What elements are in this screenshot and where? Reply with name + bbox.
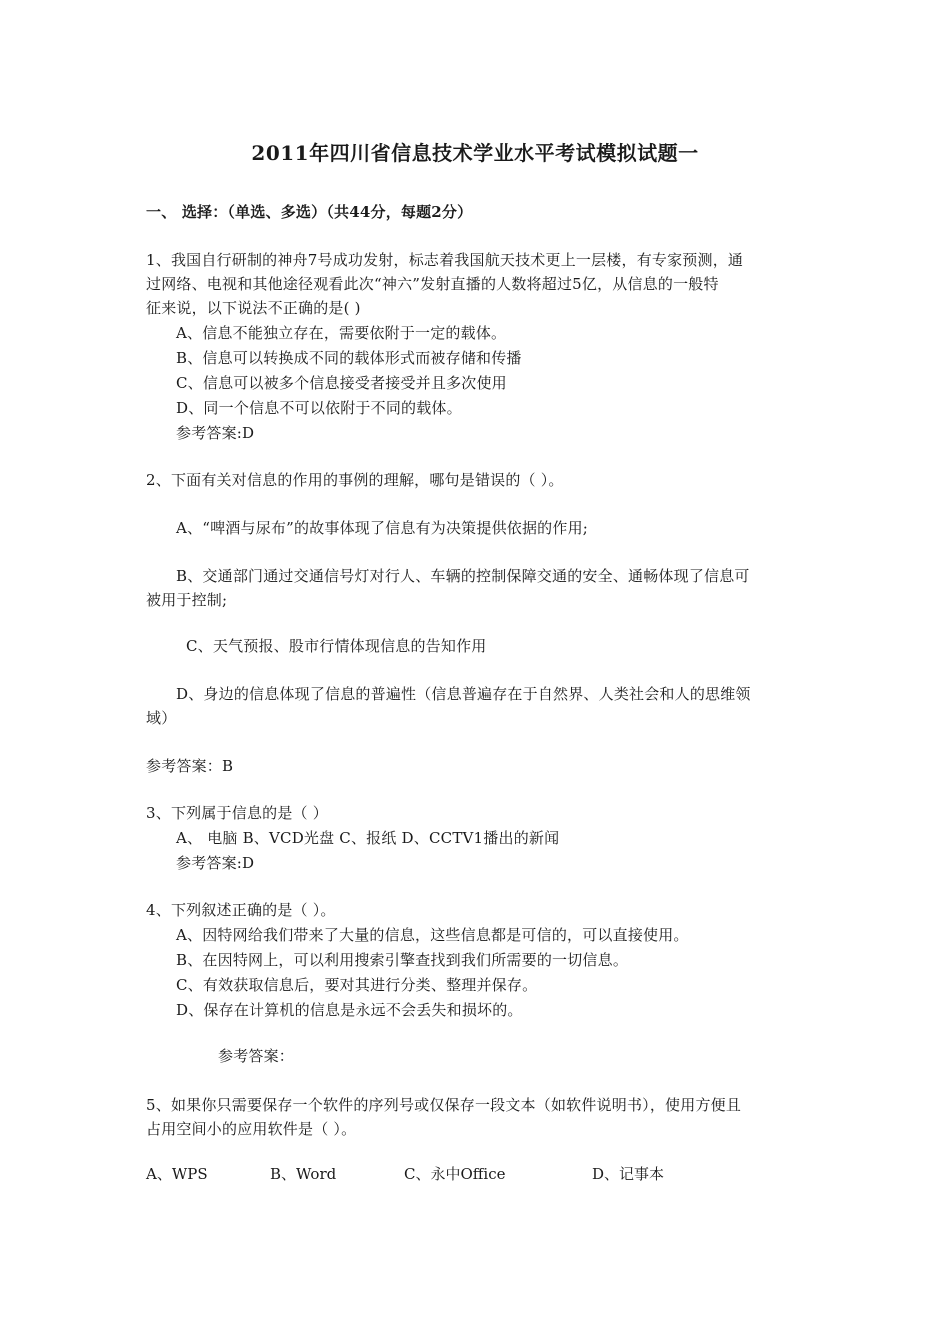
q5-option-b: B、Word	[270, 1165, 337, 1183]
q3-answer: 参考答案:D	[176, 854, 255, 872]
q2-answer: 参考答案：B	[146, 757, 234, 775]
q5-option-a: A、WPS	[146, 1165, 208, 1183]
q1-option-c: C、信息可以被多个信息接受者接受并且多次使用	[176, 374, 507, 392]
q5-option-d: D、记事本	[592, 1165, 665, 1183]
q1-stem-line-1: 1、我国自行研制的神舟7号成功发射，标志着我国航天技术更上一层楼，有专家预测，通	[146, 251, 744, 269]
q2-option-b-line-1: B、交通部门通过交通信号灯对行人、车辆的控制保障交通的安全、通畅体现了信息可	[176, 567, 750, 585]
q4-option-c: C、有效获取信息后，要对其进行分类、整理并保存。	[176, 976, 538, 994]
q1-option-d: D、同一个信息不可以依附于不同的载体。	[176, 399, 462, 417]
q4-answer: 参考答案：	[218, 1047, 295, 1065]
section-heading: 一、 选择：（单选、多选）（共44分，每题2分）	[146, 203, 473, 221]
q2-stem: 2、下面有关对信息的作用的事例的理解，哪句是错误的（ ）。	[146, 471, 564, 489]
q5-stem-line-1: 5、如果你只需要保存一个软件的序列号或仅保存一段文本（如软件说明书），使用方便且	[146, 1096, 742, 1114]
q5-stem-line-2: 占用空间小的应用软件是（ ）。	[146, 1120, 357, 1138]
q2-option-c: C、天气预报、股市行情体现信息的告知作用	[186, 637, 487, 655]
q4-option-d: D、保存在计算机的信息是永远不会丢失和损坏的。	[176, 1001, 523, 1019]
q3-stem: 3、下列属于信息的是（ ）	[146, 804, 328, 822]
q2-option-d-line-2: 域）	[146, 709, 177, 727]
q1-stem-line-2: 过网络、电视和其他途径观看此次“神六”发射直播的人数将超过5亿，从信息的一般特	[146, 275, 719, 293]
q1-answer: 参考答案:D	[176, 424, 255, 442]
q4-stem: 4、下列叙述正确的是（ ）。	[146, 901, 336, 919]
document-title: 2011年四川省信息技术学业水平考试模拟试题一	[251, 141, 699, 165]
q5-option-c: C、永中Office	[404, 1165, 506, 1183]
q4-option-b: B、在因特网上，可以利用搜索引擎查找到我们所需要的一切信息。	[176, 951, 629, 969]
q1-option-b: B、信息可以转换成不同的载体形式而被存储和传播	[176, 349, 522, 367]
q1-option-a: A、信息不能独立存在，需要依附于一定的载体。	[176, 324, 507, 342]
q1-stem-line-3: 征来说，以下说法不正确的是( )	[146, 299, 361, 317]
q2-option-a: A、“啤酒与尿布”的故事体现了信息有为决策提供依据的作用;	[176, 519, 589, 537]
q3-options: A、 电脑 B、VCD光盘 C、报纸 D、CCTV1播出的新闻	[176, 829, 560, 847]
q2-option-d-line-1: D、身边的信息体现了信息的普遍性（信息普遍存在于自然界、人类社会和人的思维领	[176, 685, 751, 703]
q4-option-a: A、因特网给我们带来了大量的信息，这些信息都是可信的，可以直接使用。	[176, 926, 689, 944]
q2-option-b-line-2: 被用于控制;	[146, 591, 228, 609]
